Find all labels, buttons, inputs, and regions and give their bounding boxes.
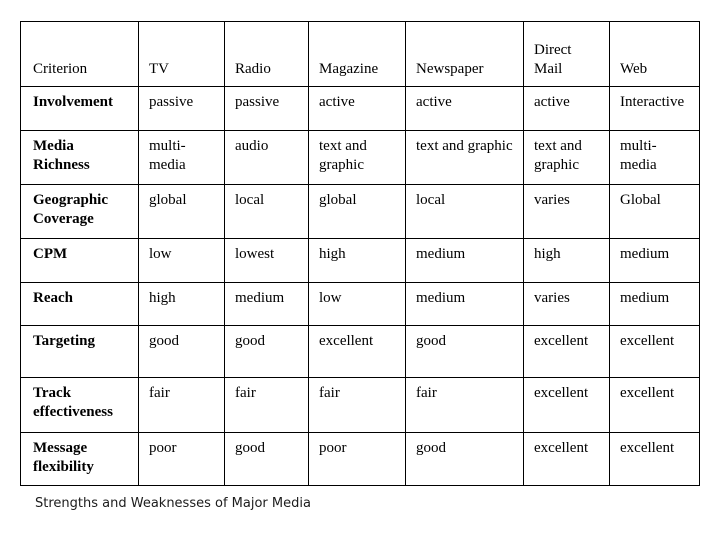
row-label: Reach — [21, 283, 139, 326]
table-cell: passive — [225, 87, 309, 131]
table-cell: multi-media — [139, 131, 225, 185]
table-row — [21, 378, 700, 433]
table-cell: passive — [139, 87, 225, 131]
table-cell: high — [139, 283, 225, 326]
row-label: Track effectiveness — [21, 378, 139, 433]
table-cell: local — [406, 185, 524, 239]
table-cell: excellent — [524, 326, 610, 378]
table-cell: active — [406, 87, 524, 131]
table-cell: fair — [309, 378, 406, 433]
table-row — [21, 326, 700, 378]
table-cell: lowest — [225, 239, 309, 283]
table-cell: global — [139, 185, 225, 239]
table-cell: good — [225, 433, 309, 486]
table-cell: low — [139, 239, 225, 283]
table-cell: medium — [406, 283, 524, 326]
table-cell: fair — [139, 378, 225, 433]
row-label: Targeting — [21, 326, 139, 378]
table-cell: excellent — [610, 326, 700, 378]
table-cell: poor — [139, 433, 225, 486]
table-row — [21, 131, 700, 185]
table-cell: varies — [524, 283, 610, 326]
table-header-row — [21, 22, 700, 87]
table-cell: Interactive — [610, 87, 700, 131]
media-comparison-table — [20, 21, 700, 486]
table-row — [21, 283, 700, 326]
header-tv: TV — [139, 22, 225, 87]
table-cell: high — [524, 239, 610, 283]
table-cell: global — [309, 185, 406, 239]
table-cell: medium — [406, 239, 524, 283]
table-row — [21, 185, 700, 239]
table-cell: good — [139, 326, 225, 378]
table-cell: good — [406, 433, 524, 486]
table-cell: audio — [225, 131, 309, 185]
table-caption: Strengths and Weaknesses of Major Media — [35, 496, 311, 511]
table-cell: low — [309, 283, 406, 326]
header-web: Web — [610, 22, 700, 87]
row-label: Media Richness — [21, 131, 139, 185]
row-label: Geographic Coverage — [21, 185, 139, 239]
table-cell: good — [406, 326, 524, 378]
row-label: Message flexibility — [21, 433, 139, 486]
header-criterion: Criterion — [21, 22, 139, 87]
header-radio: Radio — [225, 22, 309, 87]
row-label: CPM — [21, 239, 139, 283]
table-cell: Global — [610, 185, 700, 239]
table-cell: text and graphic — [524, 131, 610, 185]
row-label: Involvement — [21, 87, 139, 131]
table-cell: medium — [225, 283, 309, 326]
table-row — [21, 87, 700, 131]
table-cell: excellent — [610, 433, 700, 486]
table-cell: varies — [524, 185, 610, 239]
header-direct-mail: Direct Mail — [524, 22, 610, 87]
table-cell: medium — [610, 239, 700, 283]
table-cell: text and graphic — [309, 131, 406, 185]
table-cell: fair — [406, 378, 524, 433]
table-cell: high — [309, 239, 406, 283]
table-cell: excellent — [524, 433, 610, 486]
table-cell: excellent — [524, 378, 610, 433]
table-cell: medium — [610, 283, 700, 326]
table-cell: excellent — [610, 378, 700, 433]
table-cell: good — [225, 326, 309, 378]
table-cell: excellent — [309, 326, 406, 378]
table-cell: poor — [309, 433, 406, 486]
table-cell: multi-media — [610, 131, 700, 185]
table-cell: active — [309, 87, 406, 131]
header-newspaper: Newspaper — [406, 22, 524, 87]
table-cell: text and graphic — [406, 131, 524, 185]
table-cell: fair — [225, 378, 309, 433]
table-cell: local — [225, 185, 309, 239]
table-row — [21, 239, 700, 283]
table-row — [21, 433, 700, 486]
table-cell: active — [524, 87, 610, 131]
header-magazine: Magazine — [309, 22, 406, 87]
